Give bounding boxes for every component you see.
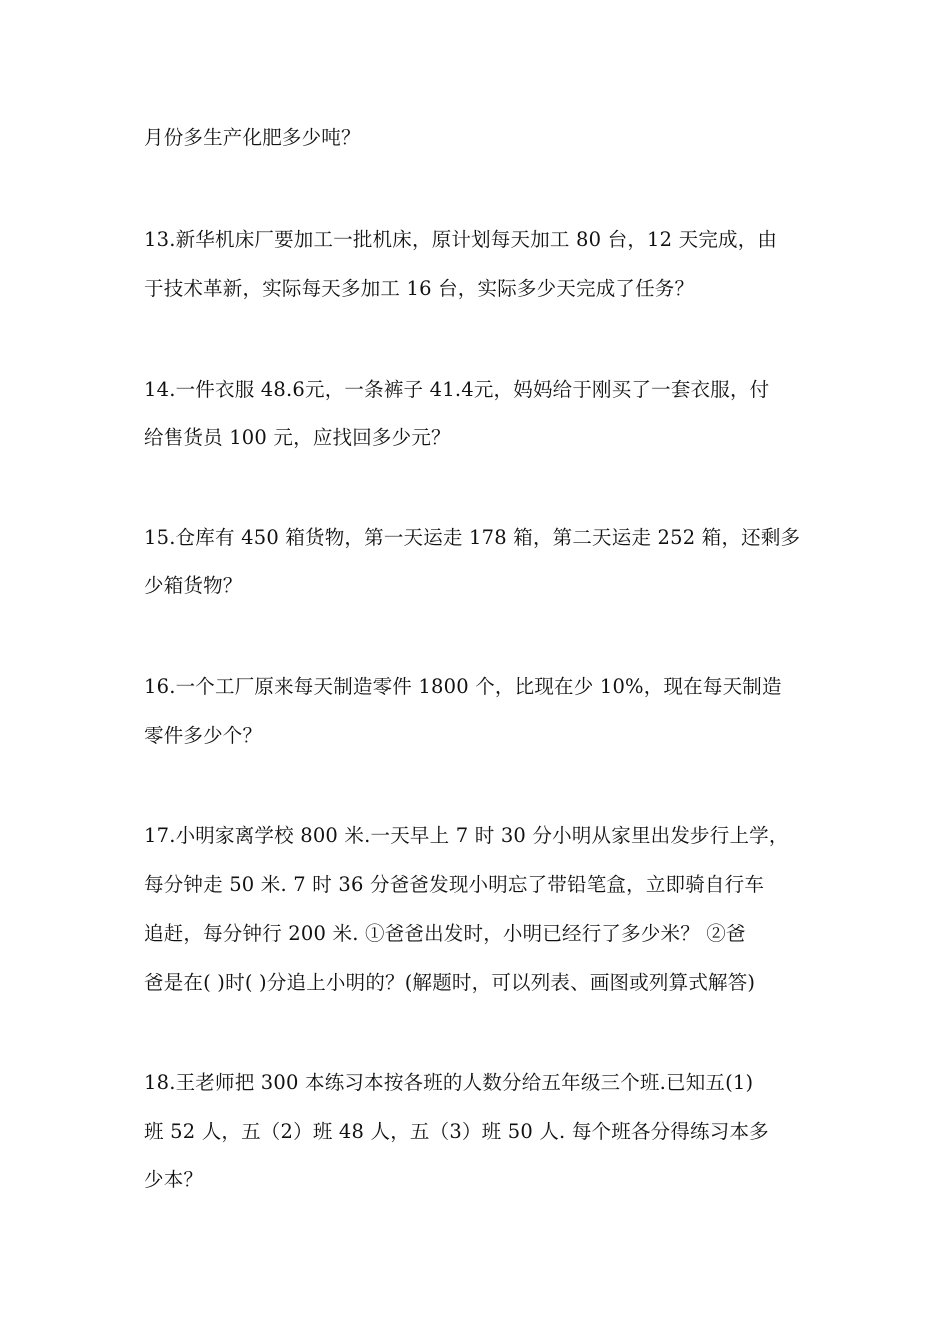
problem-12-line-2: 月份多生产化肥多少吨？ [144,126,361,149]
problem-16-line-2: 零件多少个？ [144,724,263,747]
problem-17-line-2: 每分钟走 50 米. 7 时 36 分爸爸发现小明忘了带铅笔盒，立即骑自行车 [144,873,765,896]
problem-13-line-1: 13.新华机床厂要加工一批机床，原计划每天加工 80 台，12 天完成，由 [144,228,778,251]
problem-18-line-2: 班 52 人，五（2）班 48 人，五（3）班 50 人. 每个班各分得练习本多 [144,1120,769,1143]
problem-16-line-1: 16.一个工厂原来每天制造零件 1800 个，比现在少 10%，现在每天制造 [144,675,782,698]
problem-13-line-2: 于技术革新，实际每天多加工 16 台，实际多少天完成了任务？ [144,277,695,300]
problem-15-line-1: 15.仓库有 450 箱货物，第一天运走 178 箱，第二天运走 252 箱，还剩多 [144,526,801,549]
problem-17-line-1: 17.小明家离学校 800 米.一天早上 7 时 30 分小明从家里出发步行上学， [144,824,789,847]
problem-17-line-4: 爸是在( )时( )分追上小明的？(解题时，可以列表、画图或列算式解答) [144,971,756,994]
problem-15-line-2: 少箱货物？ [144,574,243,597]
problem-18-line-3: 少本？ [144,1168,204,1191]
problem-17-line-3: 追赶，每分钟行 200 米. ①爸爸出发时，小明已经行了多少米？ ②爸 [144,922,746,945]
problem-14-line-1: 14.一件衣服 48.6元，一条裤子 41.4元，妈妈给于刚买了一套衣服，付 [144,378,770,401]
problem-14-line-2: 给售货员 100 元，应找回多少元？ [144,426,451,449]
problem-18-line-1: 18.王老师把 300 本练习本按各班的人数分给五年级三个班.已知五(1) [144,1071,754,1094]
